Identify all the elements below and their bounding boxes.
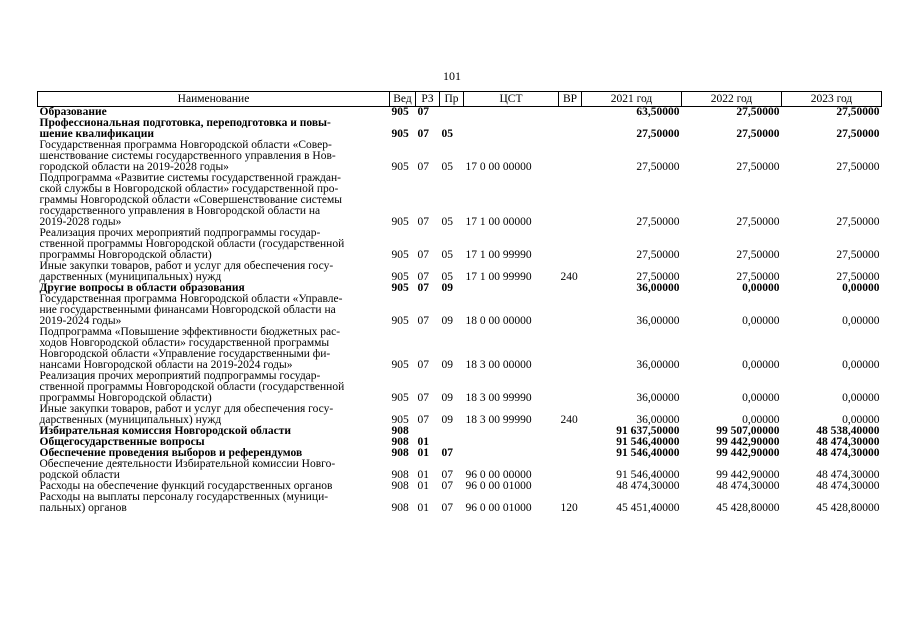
header-cst: ЦСТ xyxy=(464,92,559,107)
table-row xyxy=(38,459,882,481)
row-2023: 27,50000 xyxy=(836,128,880,140)
row-pr: 09 xyxy=(441,359,453,371)
row-rz: 07 xyxy=(417,359,429,371)
row-cst xyxy=(464,283,559,294)
row-pr: 09 xyxy=(441,282,453,294)
row-name: Профессиональная подготовка, переподготовка и повы- шение квалификации xyxy=(39,117,331,140)
row-2023: 0,00000 xyxy=(842,392,880,404)
row-cst: 18 3 00 00000 xyxy=(465,359,532,371)
header-name: Наименование xyxy=(38,92,390,107)
row-2021: 91 546,40000 xyxy=(616,447,680,459)
row-vr xyxy=(559,448,582,459)
row-2021: 91 546,40000 xyxy=(616,469,680,481)
row-cst: 96 0 00 00000 xyxy=(465,469,532,481)
row-name: Расходы на обеспечение функций государственных органов xyxy=(39,480,333,492)
row-rz: 07 xyxy=(417,216,429,228)
row-name: Избирательная комиссия Новгородской области xyxy=(39,425,292,437)
row-cst: 17 1 00 99990 xyxy=(465,271,532,283)
row-2022: 27,50000 xyxy=(736,128,780,140)
row-2021: 27,50000 xyxy=(636,216,680,228)
row-2022: 27,50000 xyxy=(736,271,780,283)
table-row xyxy=(38,173,882,228)
row-cst xyxy=(464,118,559,140)
row-pr: 09 xyxy=(441,392,453,404)
row-name: Обеспечение деятельности Избирательной комиссии Новго- родской области xyxy=(39,458,336,481)
row-vr xyxy=(559,371,582,404)
row-vr xyxy=(559,173,582,228)
row-cst: 96 0 00 01000 xyxy=(465,502,532,514)
row-2022: 45 428,80000 xyxy=(716,502,780,514)
row-2023: 48 474,30000 xyxy=(816,447,880,459)
row-2021: 36,00000 xyxy=(636,359,680,371)
row-2023: 27,50000 xyxy=(836,271,880,283)
row-rz: 01 xyxy=(417,469,429,481)
table-row xyxy=(38,327,882,371)
row-2023: 27,50000 xyxy=(836,216,880,228)
row-pr: 05 xyxy=(441,271,453,283)
row-rz: 01 xyxy=(417,436,429,448)
row-ved: 908 xyxy=(391,502,409,514)
row-ved: 905 xyxy=(391,271,409,283)
row-name: Государственная программа Новгородской области «Управле- ние государственными финансами Новгородской области на 2019-2024 годы» xyxy=(39,293,343,327)
row-cst xyxy=(464,437,559,448)
row-2022: 27,50000 xyxy=(736,161,780,173)
row-pr: 07 xyxy=(441,469,453,481)
row-pr: 07 xyxy=(441,447,453,459)
budget-table xyxy=(37,91,882,514)
row-pr: 05 xyxy=(441,128,453,140)
page-number: 101 xyxy=(443,69,461,83)
header-ved: Вед xyxy=(390,92,416,107)
row-2021: 91 546,40000 xyxy=(616,436,680,448)
row-2021: 91 637,50000 xyxy=(616,425,680,437)
table-row xyxy=(38,294,882,327)
row-name: Расходы на выплаты персоналу государственных (муници- пальных) органов xyxy=(39,491,329,514)
row-2023: 48 474,30000 xyxy=(816,469,880,481)
row-name: Реализация прочих мероприятий подпрограммы государ- ственной программы Новгородской области (государственной программы Новгородской области) xyxy=(39,370,345,404)
row-2023: 27,50000 xyxy=(836,106,880,118)
row-2022: 0,00000 xyxy=(742,282,780,294)
row-2021: 27,50000 xyxy=(636,128,680,140)
row-cst: 18 0 00 00000 xyxy=(465,315,532,327)
row-ved: 905 xyxy=(391,414,409,426)
row-ved: 905 xyxy=(391,216,409,228)
header-vr: ВР xyxy=(559,92,582,107)
row-cst: 17 0 00 00000 xyxy=(465,161,532,173)
row-rz: 07 xyxy=(417,271,429,283)
row-2023: 27,50000 xyxy=(836,161,880,173)
row-cst xyxy=(464,426,559,437)
row-2023: 0,00000 xyxy=(842,282,880,294)
row-name: Иные закупки товаров, работ и услуг для обеспечения госу- дарственных (муниципальных) нужд xyxy=(39,403,334,426)
row-vr xyxy=(559,426,582,437)
row-rz: 07 xyxy=(417,128,429,140)
row-2021: 63,50000 xyxy=(636,106,680,118)
row-rz: 07 xyxy=(417,315,429,327)
row-2021: 36,00000 xyxy=(636,315,680,327)
row-ved: 905 xyxy=(391,106,409,118)
row-2023: 0,00000 xyxy=(842,315,880,327)
row-rz: 07 xyxy=(417,282,429,294)
row-vr: 120 xyxy=(560,502,578,514)
row-pr: 05 xyxy=(441,161,453,173)
row-vr xyxy=(559,140,582,173)
row-rz: 01 xyxy=(417,447,429,459)
row-vr xyxy=(559,107,582,119)
table-row xyxy=(38,261,882,283)
row-vr xyxy=(559,294,582,327)
table-row xyxy=(38,404,882,426)
row-name: Обеспечение проведения выборов и референдумов xyxy=(39,447,303,459)
header-2021: 2021 год xyxy=(582,92,682,107)
row-pr xyxy=(440,426,464,437)
row-cst: 17 1 00 00000 xyxy=(465,216,532,228)
row-ved: 905 xyxy=(391,128,409,140)
row-ved: 905 xyxy=(391,282,409,294)
row-cst: 17 1 00 99990 xyxy=(465,249,532,261)
row-2022: 48 474,30000 xyxy=(716,480,780,492)
row-vr xyxy=(559,118,582,140)
header-2022: 2022 год xyxy=(682,92,782,107)
row-name: Реализация прочих мероприятий подпрограммы государ- ственной программы Новгородской области (государственной программы Новгородской области) xyxy=(39,227,345,261)
row-vr xyxy=(559,459,582,481)
row-ved: 905 xyxy=(391,392,409,404)
row-cst: 96 0 00 01000 xyxy=(465,480,532,492)
row-cst: 18 3 00 99990 xyxy=(465,414,532,426)
row-ved: 905 xyxy=(391,249,409,261)
row-2021: 36,00000 xyxy=(636,282,680,294)
row-2023: 48 474,30000 xyxy=(816,436,880,448)
row-vr: 240 xyxy=(560,271,578,283)
row-ved: 905 xyxy=(391,315,409,327)
row-2021: 45 451,40000 xyxy=(616,502,680,514)
row-rz: 07 xyxy=(417,106,429,118)
row-2022: 99 442,90000 xyxy=(716,469,780,481)
row-ved: 908 xyxy=(391,469,409,481)
row-2021: 27,50000 xyxy=(636,161,680,173)
row-cst: 18 3 00 99990 xyxy=(465,392,532,404)
row-vr xyxy=(559,327,582,371)
row-ved: 908 xyxy=(391,480,409,492)
row-cst xyxy=(464,107,559,119)
row-pr: 09 xyxy=(441,315,453,327)
row-2021: 48 474,30000 xyxy=(616,480,680,492)
row-2023: 0,00000 xyxy=(842,414,880,426)
row-rz: 01 xyxy=(417,502,429,514)
row-name: Другие вопросы в области образования xyxy=(39,282,245,294)
row-pr xyxy=(440,107,464,119)
row-2023: 45 428,80000 xyxy=(816,502,880,514)
table-row xyxy=(38,371,882,404)
row-2022: 99 442,90000 xyxy=(716,436,780,448)
table-row xyxy=(38,228,882,261)
row-2022: 27,50000 xyxy=(736,106,780,118)
row-2022: 0,00000 xyxy=(742,414,780,426)
row-2023: 48 538,40000 xyxy=(816,425,880,437)
row-name: Государственная программа Новгородской области «Совер- шенствование системы государственного управления в Нов- городской области на 2019-2028 годы» xyxy=(39,139,336,173)
header-2023: 2023 год xyxy=(782,92,882,107)
row-2023: 0,00000 xyxy=(842,359,880,371)
row-2022: 0,00000 xyxy=(742,392,780,404)
row-2022: 0,00000 xyxy=(742,359,780,371)
table-header-row xyxy=(38,92,882,107)
row-ved: 905 xyxy=(391,161,409,173)
row-name: Общегосударственные вопросы xyxy=(39,436,205,448)
row-2022: 99 442,90000 xyxy=(716,447,780,459)
row-vr xyxy=(559,228,582,261)
row-name: Подпрограмма «Развитие системы государственной граждан- ской службы в Новгородской области» государственной про- граммы Новгородской области «Совершенствование системы государственного управления в Новгородской области на 2019-2028 годы» xyxy=(39,172,343,228)
row-2023: 48 474,30000 xyxy=(816,480,880,492)
row-pr: 07 xyxy=(441,502,453,514)
row-2022: 27,50000 xyxy=(736,249,780,261)
row-2022: 99 507,00000 xyxy=(716,425,780,437)
row-vr: 240 xyxy=(560,414,578,426)
row-2022: 0,00000 xyxy=(742,315,780,327)
row-pr: 05 xyxy=(441,216,453,228)
row-name: Подпрограмма «Повышение эффективности бюджетных рас- ходов Новгородской области» государственной программы Новгородской области «Управление государственными фи- нансами Новгородской области на 2019-2024 годы» xyxy=(39,326,341,371)
row-name: Иные закупки товаров, работ и услуг для обеспечения госу- дарственных (муниципальных) нужд xyxy=(39,260,334,283)
row-rz: 07 xyxy=(417,392,429,404)
row-rz: 07 xyxy=(417,414,429,426)
row-ved: 908 xyxy=(391,447,409,459)
row-ved: 908 xyxy=(391,436,409,448)
row-pr: 07 xyxy=(441,480,453,492)
table-row xyxy=(38,118,882,140)
row-rz: 01 xyxy=(417,480,429,492)
row-2021: 36,00000 xyxy=(636,392,680,404)
row-cst xyxy=(464,448,559,459)
row-pr: 09 xyxy=(441,414,453,426)
row-2023: 27,50000 xyxy=(836,249,880,261)
row-ved: 908 xyxy=(391,425,409,437)
row-2021: 27,50000 xyxy=(636,271,680,283)
row-vr xyxy=(559,283,582,294)
row-ved: 905 xyxy=(391,359,409,371)
row-rz: 07 xyxy=(417,249,429,261)
row-vr xyxy=(559,437,582,448)
header-pr: Пр xyxy=(440,92,464,107)
table-body xyxy=(38,107,882,515)
row-pr: 05 xyxy=(441,249,453,261)
table-row xyxy=(38,492,882,514)
row-2021: 36,00000 xyxy=(636,414,680,426)
row-2021: 27,50000 xyxy=(636,249,680,261)
header-rz: РЗ xyxy=(416,92,440,107)
row-vr xyxy=(559,481,582,492)
row-name: Образование xyxy=(39,106,107,118)
row-rz: 07 xyxy=(417,161,429,173)
row-2022: 27,50000 xyxy=(736,216,780,228)
table-row xyxy=(38,140,882,173)
